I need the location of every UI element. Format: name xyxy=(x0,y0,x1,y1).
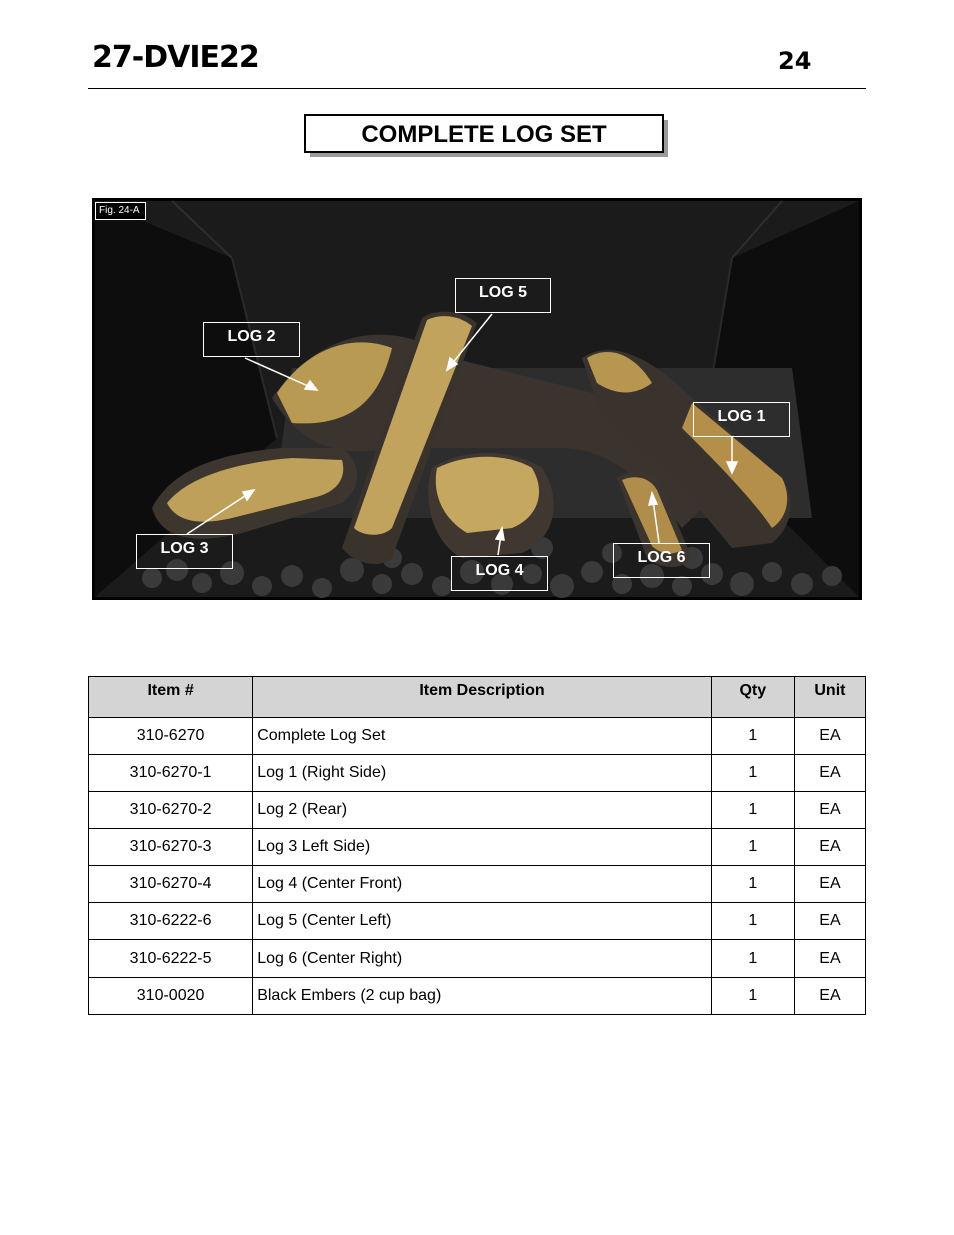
callout-log-6: LOG 6 xyxy=(613,543,710,578)
unit-cell: EA xyxy=(794,755,865,792)
item-number-cell: 310-6270 xyxy=(89,718,253,755)
document-title: 27-DVIE22 xyxy=(92,40,259,75)
table-row xyxy=(89,866,866,903)
unit-cell: EA xyxy=(794,829,865,866)
item-number-cell: 310-6222-5 xyxy=(89,940,253,978)
unit-cell: EA xyxy=(794,718,865,755)
unit-cell: EA xyxy=(794,978,865,1015)
item-description-cell: Log 2 (Rear) xyxy=(253,792,712,829)
callout-log-2: LOG 2 xyxy=(203,322,300,357)
item-description-cell: Log 6 (Center Right) xyxy=(253,940,712,978)
callout-log-1: LOG 1 xyxy=(693,402,790,437)
header-divider xyxy=(88,88,866,89)
callout-log-4: LOG 4 xyxy=(451,556,548,591)
qty-cell: 1 xyxy=(711,755,794,792)
callout-log-5: LOG 5 xyxy=(455,278,551,313)
unit-cell: EA xyxy=(794,792,865,829)
item-number-cell: 310-6270-3 xyxy=(89,829,253,866)
parts-table xyxy=(88,676,866,1015)
unit-cell: EA xyxy=(794,940,865,978)
qty-cell: 1 xyxy=(711,792,794,829)
qty-cell: 1 xyxy=(711,940,794,978)
qty-cell: 1 xyxy=(711,903,794,940)
item-description-cell: Log 4 (Center Front) xyxy=(253,866,712,903)
item-description-cell: Black Embers (2 cup bag) xyxy=(253,978,712,1015)
column-header-item-description: Item Description xyxy=(253,677,712,718)
column-header-item-number: Item # xyxy=(89,677,253,718)
qty-cell: 1 xyxy=(711,978,794,1015)
column-header-unit: Unit xyxy=(794,677,865,718)
table-row xyxy=(89,755,866,792)
page-number: 24 xyxy=(778,47,812,75)
item-number-cell: 310-6270-4 xyxy=(89,866,253,903)
item-number-cell: 310-0020 xyxy=(89,978,253,1015)
column-header-qty: Qty xyxy=(711,677,794,718)
item-description-cell: Log 3 Left Side) xyxy=(253,829,712,866)
table-header-row xyxy=(89,677,866,718)
table-row xyxy=(89,829,866,866)
qty-cell: 1 xyxy=(711,829,794,866)
table-row xyxy=(89,940,866,978)
table-row xyxy=(89,978,866,1015)
item-number-cell: 310-6222-6 xyxy=(89,903,253,940)
table-row xyxy=(89,792,866,829)
table-row xyxy=(89,718,866,755)
item-number-cell: 310-6270-1 xyxy=(89,755,253,792)
unit-cell: EA xyxy=(794,903,865,940)
item-description-cell: Log 1 (Right Side) xyxy=(253,755,712,792)
item-number-cell: 310-6270-2 xyxy=(89,792,253,829)
qty-cell: 1 xyxy=(711,866,794,903)
figure-label: Fig. 24-A xyxy=(95,202,146,220)
item-description-cell: Log 5 (Center Left) xyxy=(253,903,712,940)
unit-cell: EA xyxy=(794,866,865,903)
log-set-photo xyxy=(92,198,862,600)
qty-cell: 1 xyxy=(711,718,794,755)
table-row xyxy=(89,903,866,940)
section-title: COMPLETE LOG SET xyxy=(304,114,664,153)
callout-log-3: LOG 3 xyxy=(136,534,233,569)
item-description-cell: Complete Log Set xyxy=(253,718,712,755)
